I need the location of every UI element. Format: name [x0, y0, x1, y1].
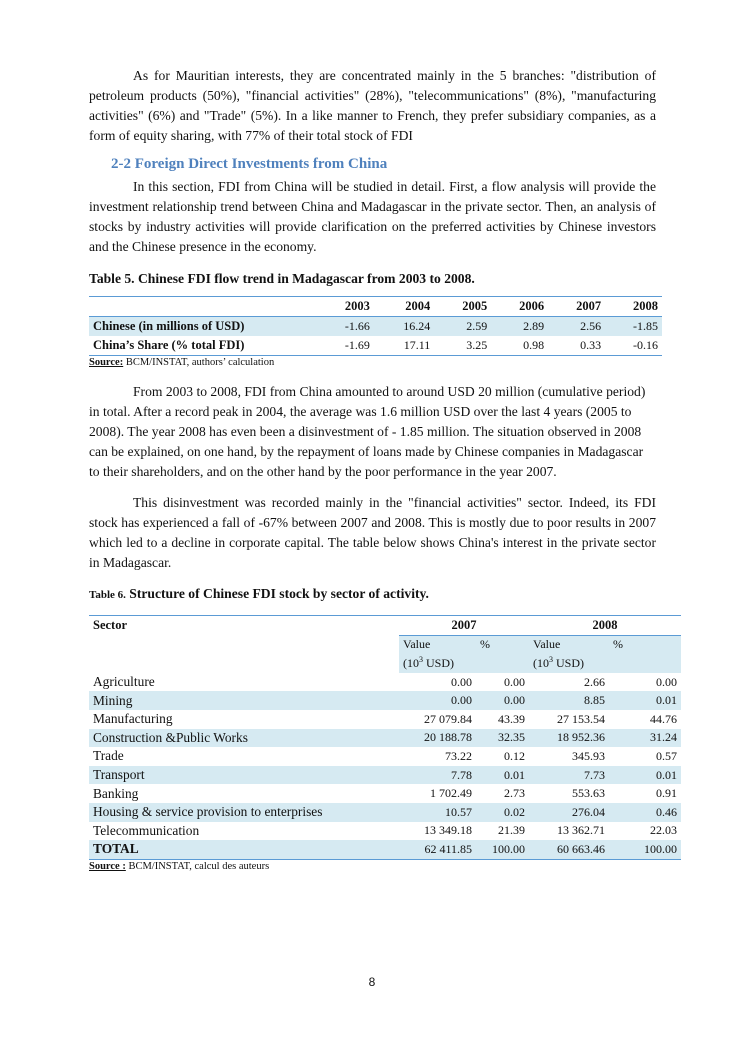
table6-cell: 62 411.85 [399, 840, 476, 859]
table6-sector: Telecommunication [93, 822, 200, 838]
paragraph-section-intro: In this section, FDI from China will be studied in detail. First, a flow analysis will provide the investment relationship trend between China and Madagascar in the private sector. Then, an analysis of stocks by industry activities will provide clarification on the preferred activities by Chinese investors and the Chinese presence in the economy. [89, 179, 656, 254]
table6-sector: Transport [89, 766, 399, 785]
table6-cell: 44.76 [650, 711, 677, 726]
table6-cell: 0.02 [476, 803, 529, 822]
table6-caption-text: Structure of Chinese FDI stock by sector of activity. [125, 586, 429, 601]
table5-row-label: China’s Share (% total FDI) [93, 338, 245, 352]
table6-cell: 27 079.84 [424, 711, 472, 726]
table6-cell: 27 153.54 [557, 711, 605, 726]
table6-cell: 10.57 [399, 803, 476, 822]
table6-cell: 0.12 [504, 748, 525, 763]
table6-sector-header: Sector [93, 618, 128, 633]
table6-subheader-row [89, 635, 681, 654]
table6-cell: 0.91 [656, 786, 677, 801]
table6-cell: 22.03 [650, 823, 677, 838]
table6-caption-prefix: Table 6. [89, 589, 126, 601]
table6-cell: 1 702.49 [430, 786, 472, 801]
table6-cell: 0.01 [609, 691, 681, 710]
table-row [89, 336, 662, 356]
table5-cell: 16.24 [374, 317, 434, 337]
table6-cell: 32.35 [476, 729, 529, 748]
table6-cell: 60 663.46 [529, 840, 609, 859]
table-row [89, 729, 681, 748]
table5-cell: -1.66 [317, 317, 374, 337]
table-row [89, 317, 662, 337]
table6-unit-label: ($10^3$ USD) [399, 654, 476, 673]
table-row [89, 822, 681, 841]
table6-cell: 18 952.36 [529, 729, 609, 748]
table-row [89, 766, 681, 785]
table6-cell: 553.63 [572, 786, 605, 801]
table6-unit-row [89, 654, 681, 673]
table6-cell: 13 349.18 [424, 823, 472, 838]
table-row [89, 691, 681, 710]
table6-cell: 345.93 [572, 748, 605, 763]
section-title: 2-2 Foreign Direct Investments from China [111, 156, 388, 172]
table6-cell: 0.01 [609, 766, 681, 785]
table6-sector: Housing & service provision to enterprises [89, 803, 399, 822]
table5-cell: 0.33 [580, 338, 602, 352]
paragraph-fdi-summary: From 2003 to 2008, FDI from China amounted to around USD 20 million (cumulative period) in total. After a record peak in 2004, the average was 1.6 million USD over the last 4 years (2005 to 2008). The year 2008 has even been a disinvestment of - 1.85 million. The situation observed in 2008 can be explained, on one hand, by the repayment of loans made by Chinese companies in Madagascar to their shareholders, and on the other hand by the poor performance in the year 2007. [89, 384, 646, 479]
table6 [89, 615, 681, 860]
table6-value-label: Value [529, 635, 609, 654]
table5-year: 2003 [317, 297, 374, 317]
table5-source-label: Source: [89, 357, 124, 368]
table6-cell: 7.78 [399, 766, 476, 785]
table6-source-label: Source : [89, 860, 126, 872]
table6-cell: 0.46 [609, 803, 681, 822]
table5-row-label: Chinese (in millions of USD) [89, 317, 317, 337]
table6-source [89, 861, 656, 872]
table6-cell: 100.00 [476, 840, 529, 859]
table6-cell: 8.85 [529, 691, 609, 710]
table6-cell: 100.00 [609, 840, 681, 859]
table5-cell: -0.16 [633, 338, 658, 352]
table6-sector: Manufacturing [93, 711, 173, 727]
page-content [89, 66, 677, 872]
table5-cell: 2.89 [491, 317, 548, 337]
table6-unit-label: ($10^3$ USD) [529, 654, 609, 673]
paragraph-mauritian-interests: As for Mauritian interests, they are concentrated mainly in the 5 branches: "distribution of petroleum products (50%), "financial activities" (28%), "telecommunications" (8%), "manufacturing activities" (6%) and "Trade" (5%). In a like manner to French, they prefer subsidiary companies, as a form of equity sharing, with 77% of their total stock of FDI [89, 68, 656, 143]
paragraph-disinvestment: This disinvestment was recorded mainly in the "financial activities" sector. Indeed, its FDI stock has experienced a fall of -67% between 2007 and 2008. This is mostly due to poor results in 2007 which led to a decline in corporate capital. The table below shows China's interest in the private sector in Madagascar. [89, 495, 656, 570]
table6-cell: 0.00 [504, 674, 525, 689]
table6-cell: 276.04 [529, 803, 609, 822]
table6-header-row [89, 616, 681, 636]
table6-cell: 0.00 [451, 674, 472, 689]
table6-cell: 2.73 [504, 786, 525, 801]
table5-year: 2004 [374, 297, 434, 317]
table5-header-row [89, 297, 662, 317]
table6-pct-label: % [476, 635, 529, 654]
table6-cell: 0.00 [476, 691, 529, 710]
table6-year-2008: 2008 [592, 617, 618, 632]
table5-cell: 0.98 [523, 338, 545, 352]
table6-cell: 7.73 [529, 766, 609, 785]
table6-cell: 0.00 [656, 674, 677, 689]
table5-cell: -1.85 [605, 317, 662, 337]
table6-source-text: BCM/INSTAT, calcul des auteurs [125, 860, 270, 872]
table6-year-2007: 2007 [451, 617, 477, 632]
table6-sector: Construction &Public Works [89, 729, 399, 748]
table6-cell: 2.66 [584, 674, 605, 689]
table5-cell: 3.25 [466, 338, 488, 352]
table6-cell: 73.22 [445, 748, 472, 763]
table5-cell: 2.59 [434, 317, 491, 337]
table6-cell: 0.01 [476, 766, 529, 785]
table-row [89, 710, 681, 729]
table6-cell: 0.00 [399, 691, 476, 710]
table6-total-label: TOTAL [89, 840, 399, 859]
table6-sector: Agriculture [93, 674, 155, 690]
table6-cell: 31.24 [609, 729, 681, 748]
table5-cell: -1.69 [344, 338, 370, 352]
table6-pct-label: % [609, 635, 681, 654]
table5-cell: 2.56 [548, 317, 605, 337]
table5-year: 2006 [491, 297, 548, 317]
table6-cell: 20 188.78 [399, 729, 476, 748]
table5-year: 2007 [548, 297, 605, 317]
table6-cell: 43.39 [498, 711, 525, 726]
table5 [89, 296, 662, 356]
table6-sector: Trade [93, 748, 124, 764]
table6-cell: 13 362.71 [557, 823, 605, 838]
table5-source-text: BCM/INSTAT, authors’ calculation [123, 357, 275, 368]
table-row [89, 784, 681, 803]
table6-sector: Banking [93, 785, 139, 801]
table6-cell: 0.57 [656, 748, 677, 763]
table5-year: 2005 [434, 297, 491, 317]
table5-source [89, 357, 656, 368]
table6-cell: 21.39 [498, 823, 525, 838]
table5-caption: Table 5. Chinese FDI flow trend in Madagascar from 2003 to 2008. [89, 271, 475, 286]
table-row [89, 747, 681, 766]
table-row [89, 673, 681, 692]
table5-year: 2008 [605, 297, 662, 317]
table6-total-row [89, 840, 681, 859]
table6-sector: Mining [89, 691, 399, 710]
table5-cell: 17.11 [403, 338, 431, 352]
table6-caption [89, 586, 656, 602]
table-row [89, 803, 681, 822]
table6-value-label: Value [399, 635, 476, 654]
page-number: 8 [368, 975, 376, 989]
